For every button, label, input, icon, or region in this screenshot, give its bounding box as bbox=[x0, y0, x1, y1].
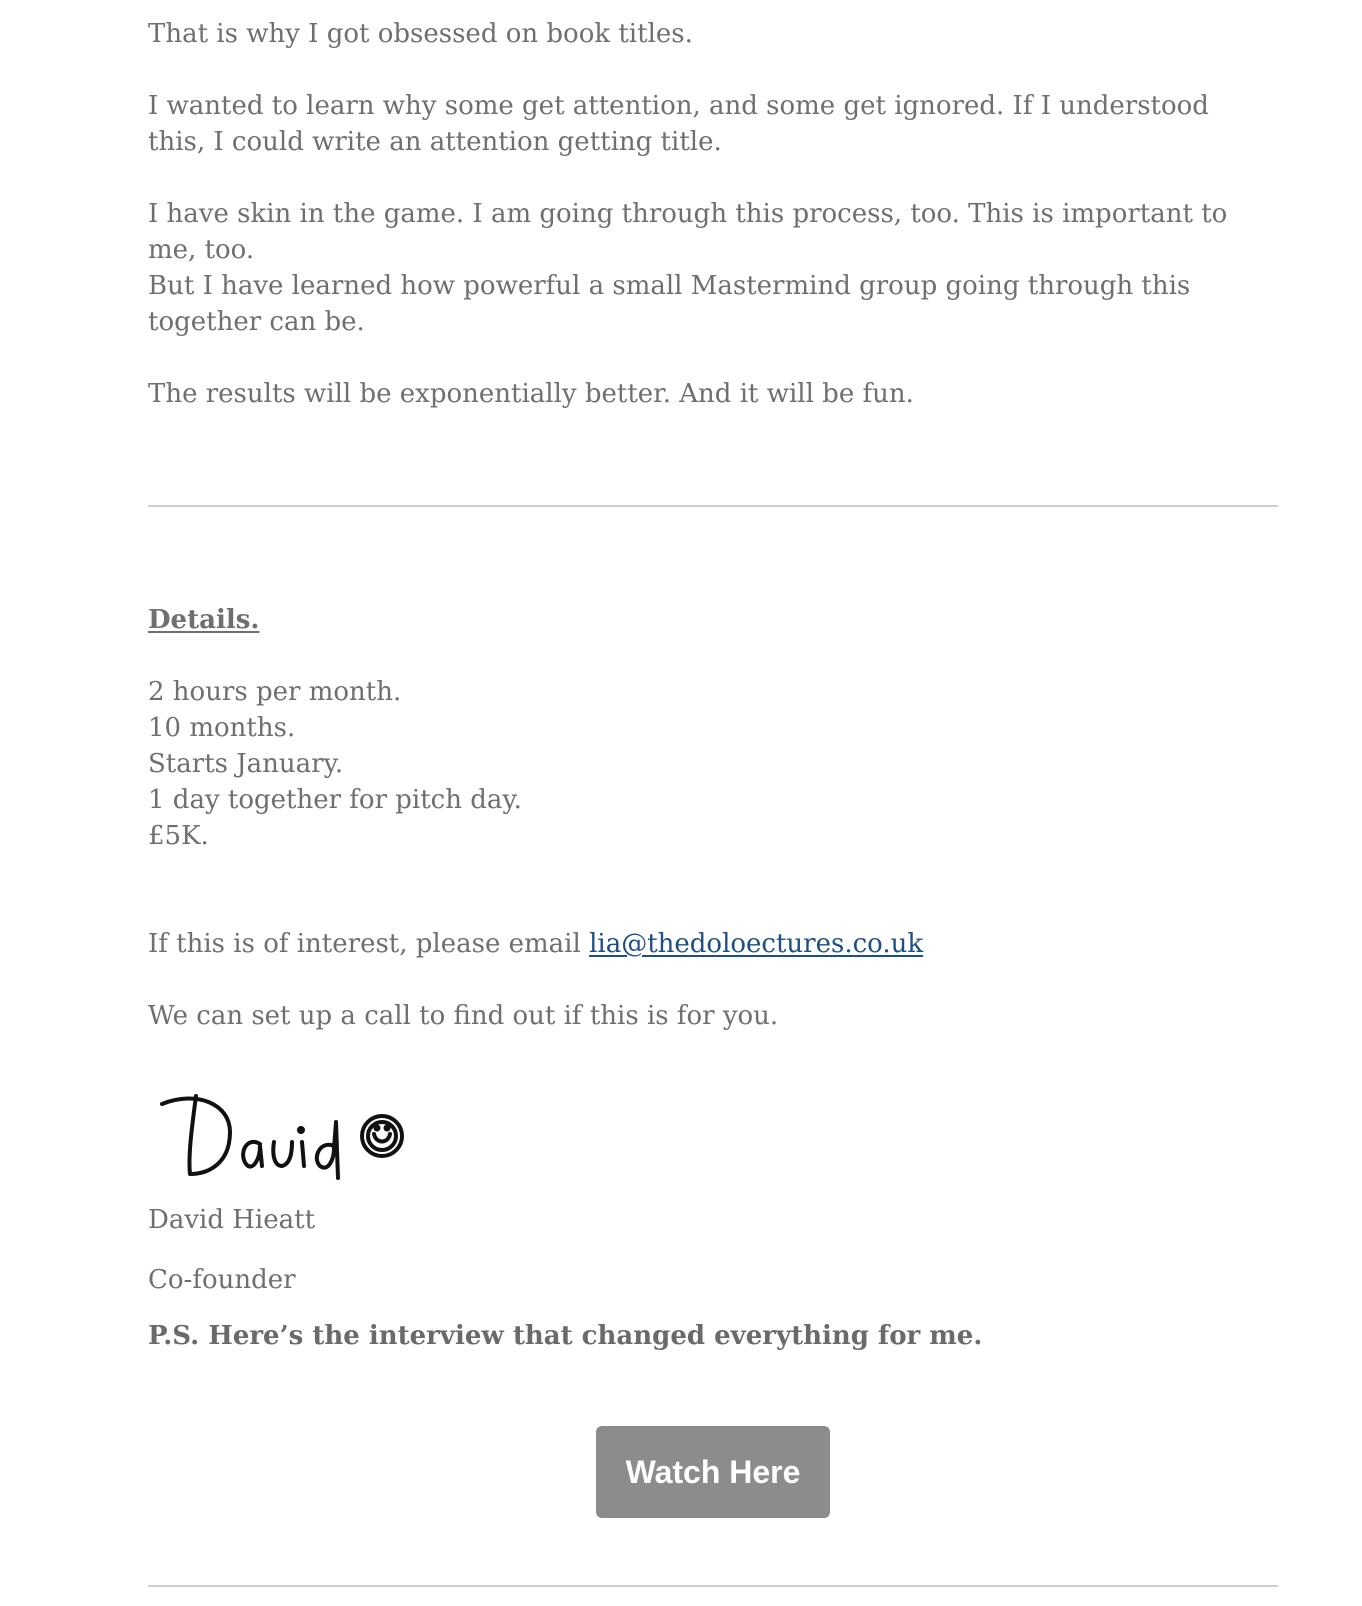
intro-paragraph-3: I have skin in the game. I am going through this process, too. This is important to me, too. bbox=[148, 199, 1228, 265]
divider bbox=[148, 505, 1278, 507]
divider bbox=[148, 1585, 1278, 1587]
intro-paragraph-1: That is why I got obsessed on book titles. bbox=[148, 19, 693, 49]
detail-line: 2 hours per month. bbox=[148, 677, 402, 707]
details-heading: Details. bbox=[148, 605, 260, 635]
contact-followup: We can set up a call to find out if this is for you. bbox=[148, 1001, 779, 1031]
signature-title: Co-founder bbox=[148, 1265, 296, 1295]
handwritten-signature bbox=[152, 1074, 422, 1184]
contact-prefix: If this is of interest, please email bbox=[148, 929, 590, 959]
detail-line: £5K. bbox=[148, 821, 209, 851]
email-link[interactable]: lia@thedoloectures.co.uk bbox=[589, 929, 924, 959]
detail-line: Starts January. bbox=[148, 749, 344, 779]
signature-name: David Hieatt bbox=[148, 1205, 316, 1235]
watch-here-button[interactable]: Watch Here bbox=[596, 1426, 830, 1518]
intro-paragraph-4: But I have learned how powerful a small Mastermind group going through this together can be. bbox=[148, 271, 1191, 337]
detail-line: 1 day together for pitch day. bbox=[148, 785, 522, 815]
ps-text: P.S. Here’s the interview that changed everything for me. bbox=[148, 1321, 983, 1351]
intro-paragraph-2: I wanted to learn why some get attention, and some get ignored. If I understood this, I could write an attention getting title. bbox=[148, 91, 1209, 157]
contact-line bbox=[148, 926, 1268, 962]
detail-line: 10 months. bbox=[148, 713, 296, 743]
intro-paragraph-5: The results will be exponentially better. And it will be fun. bbox=[148, 379, 914, 409]
